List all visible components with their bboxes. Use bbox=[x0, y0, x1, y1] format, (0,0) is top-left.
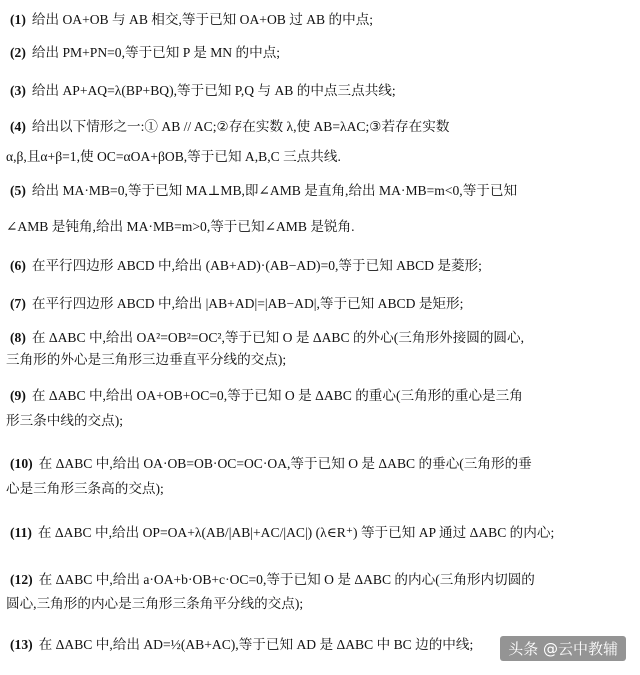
watermark: 头条 @云中教辅 bbox=[500, 636, 626, 661]
item-text: 在平行四边形 ABCD 中,给出 (AB+AD)·(AB−AD)=0,等于已知 ABCD 是菱形; bbox=[31, 258, 482, 273]
item-text: 圆心,三角形的内心是三角形三条角平分线的交点); bbox=[6, 596, 304, 611]
item-text: 给出以下情形之一:① AB // AC;②存在实数 λ,使 AB=λAC;③若存在实数 bbox=[31, 119, 450, 134]
item-text: 心是三角形三条高的交点); bbox=[6, 481, 164, 496]
document-line bbox=[10, 388, 630, 404]
item-text: 形三条中线的交点); bbox=[6, 413, 124, 428]
document-line bbox=[10, 119, 630, 135]
document-line bbox=[10, 296, 630, 312]
document-line bbox=[10, 258, 630, 274]
item-text: 给出 AP+AQ=λ(BP+BQ),等于已知 P,Q 与 AB 的中点三点共线; bbox=[31, 83, 396, 98]
item-text: 在 ΔABC 中,给出 AD=½(AB+AC),等于已知 AD 是 ΔABC 中 BC 边的中线; bbox=[38, 637, 474, 652]
item-text: ∠AMB 是钝角,给出 MA·MB=m>0,等于已知∠AMB 是锐角. bbox=[6, 219, 355, 234]
document-line bbox=[6, 219, 630, 235]
item-number: (5) bbox=[10, 183, 26, 198]
document-line bbox=[10, 330, 630, 346]
document-line bbox=[10, 456, 630, 472]
document-line bbox=[10, 45, 630, 61]
item-number: (7) bbox=[10, 296, 26, 311]
item-text: 在 ΔABC 中,给出 OA·OB=OB·OC=OC·OA,等于已知 O 是 ΔABC 的垂心(三角形的垂 bbox=[38, 456, 532, 471]
item-text: 给出 MA·MB=0,等于已知 MA⊥MB,即∠AMB 是直角,给出 MA·MB=m<0,等于已知 bbox=[31, 183, 518, 198]
item-number: (10) bbox=[10, 456, 33, 471]
document-line bbox=[10, 12, 630, 28]
item-text: 在平行四边形 ABCD 中,给出 |AB+AD|=|AB−AD|,等于已知 ABCD 是矩形; bbox=[31, 296, 464, 311]
item-text: α,β,且α+β=1,使 OC=αOA+βOB,等于已知 A,B,C 三点共线. bbox=[6, 149, 341, 164]
item-text: 在 ΔABC 中,给出 OA+OB+OC=0,等于已知 O 是 ΔABC 的重心(三角形的重心是三角 bbox=[31, 388, 523, 403]
document-line bbox=[10, 183, 630, 199]
document-line bbox=[6, 481, 630, 497]
item-number: (13) bbox=[10, 637, 33, 652]
item-number: (9) bbox=[10, 388, 26, 403]
document-line bbox=[10, 83, 630, 99]
document-line bbox=[6, 149, 630, 165]
item-number: (12) bbox=[10, 572, 33, 587]
document-line bbox=[6, 352, 630, 368]
document-line bbox=[10, 525, 630, 541]
document-line bbox=[6, 413, 630, 429]
item-text: 在 ΔABC 中,给出 a·OA+b·OB+c·OC=0,等于已知 O 是 ΔABC 的内心(三角形内切圆的 bbox=[38, 572, 535, 587]
item-number: (11) bbox=[10, 525, 32, 540]
item-text: 在 ΔABC 中,给出 OA²=OB²=OC²,等于已知 O 是 ΔABC 的外心(三角形外接圆的圆心, bbox=[31, 330, 525, 345]
item-number: (8) bbox=[10, 330, 26, 345]
item-text: 在 ΔABC 中,给出 OP=OA+λ(AB/|AB|+AC/|AC|) (λ∈R⁺) 等于已知 AP 通过 ΔABC 的内心; bbox=[37, 525, 555, 540]
item-text: 给出 PM+PN=0,等于已知 P 是 MN 的中点; bbox=[31, 45, 281, 60]
item-text: 给出 OA+OB 与 AB 相交,等于已知 OA+OB 过 AB 的中点; bbox=[31, 12, 374, 27]
item-number: (2) bbox=[10, 45, 26, 60]
document-line bbox=[10, 572, 630, 588]
item-number: (4) bbox=[10, 119, 26, 134]
item-number: (1) bbox=[10, 12, 26, 27]
item-text: 三角形的外心是三角形三边垂直平分线的交点); bbox=[6, 352, 287, 367]
item-number: (6) bbox=[10, 258, 26, 273]
item-number: (3) bbox=[10, 83, 26, 98]
document-line bbox=[6, 596, 630, 612]
